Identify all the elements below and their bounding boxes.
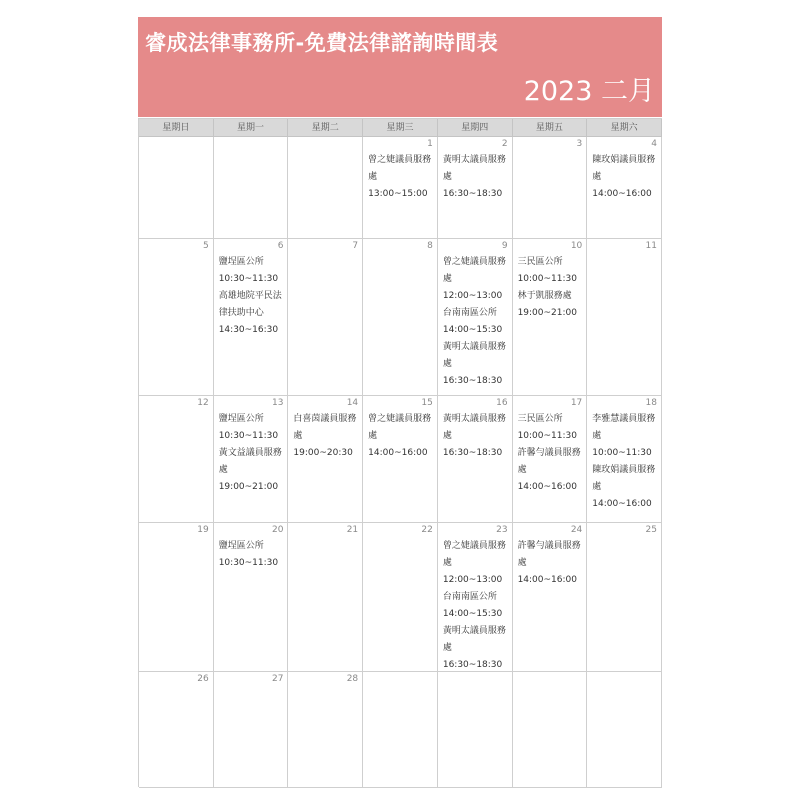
- event-line: 台南南區公所: [442, 592, 497, 602]
- event-line: 許馨勻議員服務處: [517, 448, 581, 475]
- event-line: 14:00~16:00: [592, 499, 652, 509]
- calendar-banner: [138, 17, 662, 117]
- calendar-day-cell: [513, 396, 588, 523]
- event-line: 黃明太議員服務處: [442, 342, 506, 369]
- event-line: 12:00~13:00: [442, 291, 503, 301]
- day-number: 17: [570, 398, 583, 408]
- event-line: 19:00~21:00: [218, 482, 279, 492]
- calendar-empty-cell: [139, 137, 214, 239]
- day-number: 5: [202, 241, 209, 251]
- calendar-day-cell: [139, 239, 214, 396]
- event-line: 曾之婕議員服務處: [368, 414, 432, 441]
- event-line: 16:30~18:30: [442, 189, 503, 199]
- event-line: 曾之婕議員服務處: [442, 541, 506, 568]
- weekday-header: 星期二: [288, 119, 363, 137]
- day-number: 24: [570, 525, 583, 535]
- event-line: 高雄地院平民法律扶助中心: [218, 291, 282, 318]
- calendar-day-cell: [587, 239, 662, 396]
- calendar-day-cell: [288, 396, 363, 523]
- weekday-header: 星期一: [214, 119, 289, 137]
- event-line: 曾之婕議員服務處: [442, 257, 506, 284]
- event-line: 鹽埕區公所: [218, 257, 264, 267]
- weekday-header: 星期五: [513, 119, 588, 137]
- calendar-day-cell: [513, 239, 588, 396]
- day-number: 25: [645, 525, 657, 535]
- calendar-day-cell: [363, 396, 438, 523]
- event-line: 黃明太議員服務處: [442, 155, 506, 182]
- calendar-day-cell: [288, 672, 363, 788]
- day-number: 14: [346, 398, 359, 408]
- event-line: 黃明太議員服務處: [442, 626, 506, 653]
- calendar-empty-cell: [214, 137, 289, 239]
- calendar-day-cell: [513, 137, 588, 239]
- day-number: 4: [651, 139, 657, 149]
- day-number: 12: [197, 398, 209, 408]
- event-line: 16:30~18:30: [442, 660, 503, 670]
- calendar-day-cell: [139, 523, 214, 672]
- event-line: 10:30~11:30: [218, 431, 279, 441]
- day-number: 18: [645, 398, 657, 408]
- calendar-empty-cell: [288, 137, 363, 239]
- event-line: 13:00~15:00: [368, 189, 428, 199]
- calendar-day-cell: [363, 239, 438, 396]
- day-number: 22: [421, 525, 433, 535]
- day-number: 15: [421, 398, 433, 408]
- day-number: 6: [277, 241, 284, 251]
- event-line: 10:30~11:30: [218, 558, 279, 568]
- event-line: 林于凱服務處: [517, 291, 572, 301]
- day-number: 1: [427, 139, 433, 149]
- day-number: 13: [271, 398, 284, 408]
- calendar-day-cell: [513, 523, 588, 672]
- event-line: 14:00~16:00: [592, 189, 652, 199]
- event-line: 16:30~18:30: [442, 448, 503, 458]
- day-number: 11: [645, 241, 657, 251]
- event-line: 李雅慧議員服務處: [592, 414, 656, 441]
- day-number: 10: [570, 241, 583, 251]
- event-line: 台南南區公所: [442, 308, 497, 318]
- event-line: 14:00~15:30: [442, 325, 503, 335]
- event-line: 19:00~21:00: [517, 308, 577, 318]
- day-number: 9: [501, 241, 508, 251]
- calendar-day-cell: [363, 137, 438, 239]
- calendar-day-cell: [438, 239, 513, 396]
- calendar-day-cell: [438, 523, 513, 672]
- day-number: 3: [576, 139, 583, 149]
- day-number: 20: [271, 525, 284, 535]
- calendar-day-cell: [214, 672, 289, 788]
- event-line: 鹽埕區公所: [218, 414, 264, 424]
- calendar-empty-cell: [363, 672, 438, 788]
- calendar-sheet: [138, 17, 662, 787]
- calendar-day-cell: [438, 137, 513, 239]
- calendar-month: 2023 二月: [523, 76, 655, 107]
- event-line: 12:00~13:00: [442, 575, 503, 585]
- event-line: 曾之婕議員服務處: [368, 155, 432, 182]
- event-line: 許馨勻議員服務處: [517, 541, 581, 568]
- weekday-header: 星期四: [438, 119, 513, 137]
- event-line: 16:30~18:30: [442, 376, 503, 386]
- event-line: 三民區公所: [517, 414, 563, 424]
- event-line: 三民區公所: [517, 257, 563, 267]
- day-number: 19: [197, 525, 209, 535]
- event-line: 黃明太議員服務處: [442, 414, 506, 441]
- event-line: 10:00~11:30: [592, 448, 652, 458]
- calendar-day-cell: [587, 523, 662, 672]
- calendar-day-cell: [139, 672, 214, 788]
- event-line: 14:00~16:00: [517, 575, 577, 585]
- calendar-day-cell: [139, 396, 214, 523]
- day-number: 8: [427, 241, 433, 251]
- calendar-day-cell: [288, 239, 363, 396]
- event-line: 14:00~15:30: [442, 609, 503, 619]
- calendar-empty-cell: [438, 672, 513, 788]
- calendar-empty-cell: [587, 672, 662, 788]
- weekday-header: 星期六: [587, 119, 662, 137]
- calendar-day-cell: [587, 137, 662, 239]
- event-line: 14:00~16:00: [368, 448, 428, 458]
- event-line: 陳玫娟議員服務處: [592, 155, 656, 182]
- calendar-day-cell: [438, 396, 513, 523]
- day-number: 27: [271, 674, 284, 684]
- day-number: 7: [352, 241, 359, 251]
- event-line: 14:30~16:30: [218, 325, 279, 335]
- day-number: 28: [346, 674, 359, 684]
- day-number: 2: [501, 139, 508, 149]
- day-number: 16: [496, 398, 508, 408]
- calendar-title: 睿成法律事務所-免費法律諮詢時間表: [145, 31, 499, 55]
- event-line: 10:00~11:30: [517, 431, 577, 441]
- weekday-header: 星期三: [363, 119, 438, 137]
- day-number: 26: [197, 674, 209, 684]
- event-line: 白喜茵議員服務處: [293, 414, 357, 441]
- calendar-day-cell: [363, 523, 438, 672]
- event-line: 陳玫娟議員服務處: [592, 465, 656, 492]
- day-number: 23: [496, 525, 508, 535]
- calendar-day-cell: [288, 523, 363, 672]
- event-line: 10:00~11:30: [517, 274, 577, 284]
- calendar-empty-cell: [513, 672, 588, 788]
- calendar-grid: [138, 118, 662, 787]
- calendar-day-cell: [214, 523, 289, 672]
- calendar-day-cell: [214, 396, 289, 523]
- event-line: 鹽埕區公所: [218, 541, 264, 551]
- event-line: 黃文益議員服務處: [218, 448, 282, 475]
- day-number: 21: [346, 525, 359, 535]
- event-line: 10:30~11:30: [218, 274, 279, 284]
- event-line: 14:00~16:00: [517, 482, 577, 492]
- calendar-day-cell: [587, 396, 662, 523]
- calendar-day-cell: [214, 239, 289, 396]
- weekday-header: 星期日: [139, 119, 214, 137]
- event-line: 19:00~20:30: [293, 448, 353, 458]
